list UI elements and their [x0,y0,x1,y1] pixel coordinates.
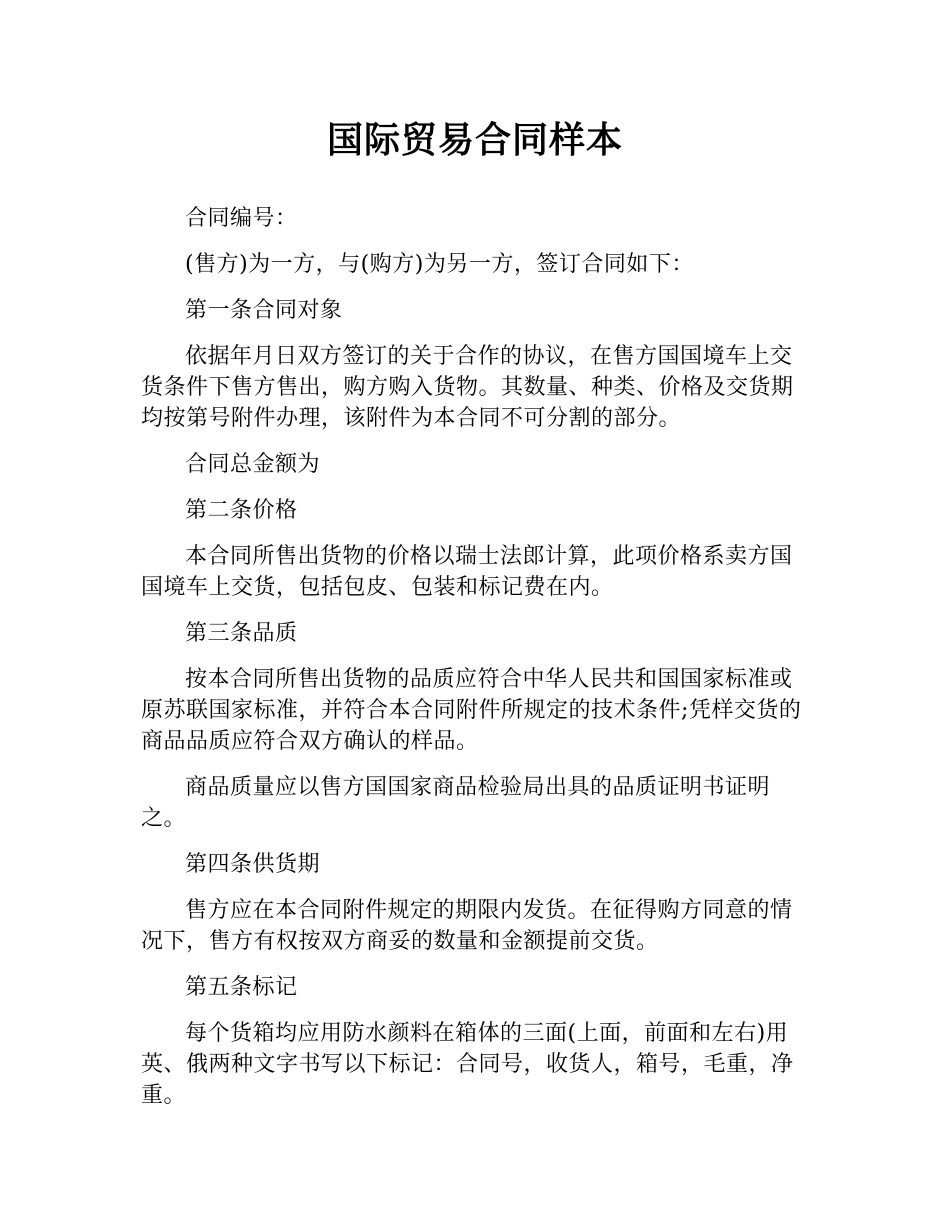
parties-statement: (售方)为一方，与(购方)为另一方，签订合同如下： [185,252,694,277]
document-title: 国际贸易合同样本 [326,120,623,161]
article-1-text: 依据年月日双方签订的关于合作的协议，在售方国国境车上交货条件下售方售出，购方购入货物。其数量、种类、价格及交货期均按第号附件办理，该附件为本合同不可分割的部分。 [141,344,794,431]
article-2-heading: 第二条价格 [185,498,298,523]
document-body [141,203,813,1126]
article-4-heading: 第四条供货期 [185,852,321,877]
article-2-text: 本合同所售出货物的价格以瑞士法郎计算，此项价格系卖方国国境车上交货，包括包皮、包装和标记费在内。 [141,544,793,600]
article-3-quality-certificate: 商品质量应以售方国国家商品检验局出具的品质证明书证明之。 [141,775,771,831]
article-5-heading: 第五条标记 [185,975,298,1000]
article-3-heading: 第三条品质 [185,621,298,646]
article-4-text: 售方应在本合同附件规定的期限内发货。在征得购方同意的情况下，售方有权按双方商妥的数量和金额提前交货。 [141,898,793,954]
total-amount: 合同总金额为 [185,452,321,477]
article-5-text: 每个货箱均应用防水颜料在箱体的三面(上面，前面和左右)用英、俄两种文字书写以下标记：合同号，收货人，箱号，毛重，净重。 [141,1021,794,1108]
article-3-text: 按本合同所售出货物的品质应符合中华人民共和国国家标准或原苏联国家标准，并符合本合同附件所规定的技术条件;凭样交货的商品品质应符合双方确认的样品。 [141,667,802,754]
article-1-heading: 第一条合同对象 [185,298,343,323]
contract-number: 合同编号： [185,206,298,231]
